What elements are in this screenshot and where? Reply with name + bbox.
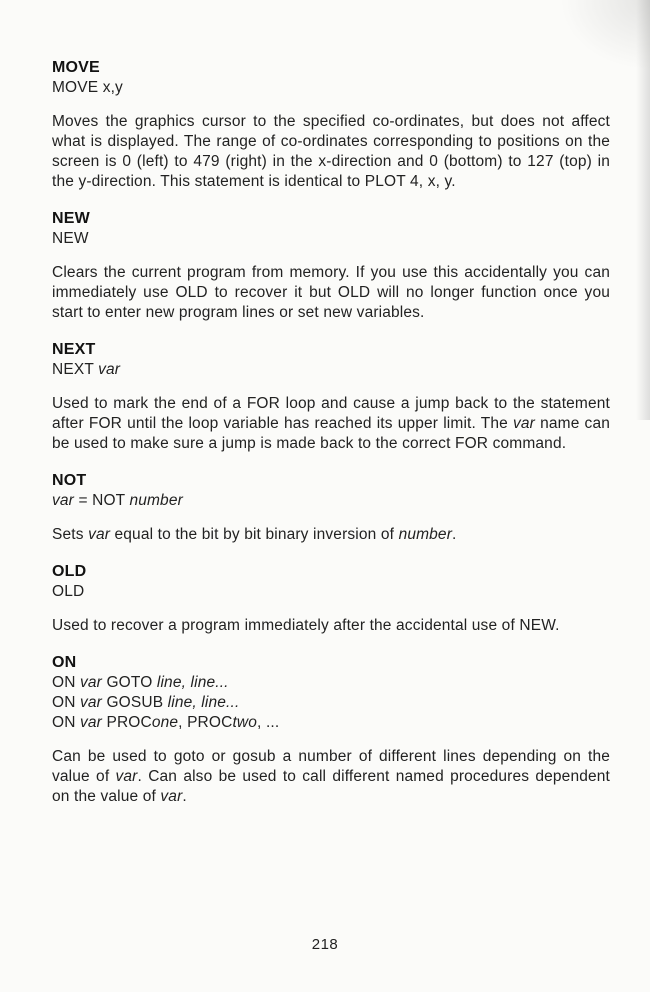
syntax-line [52,693,610,713]
italic-text-run: one [151,714,179,731]
italic-text-run: var [80,674,102,691]
text-run: Can be used to goto or gosub a number of different lines depending on the value of [52,748,610,785]
italic-text-run: two [232,714,258,731]
scan-edge-shading [636,0,650,420]
command-description [52,112,610,192]
text-run: ON [52,714,81,731]
text-run: ON [52,674,81,691]
text-run: = NOT [73,492,130,509]
command-syntax [52,491,610,511]
syntax-line [52,713,610,733]
command-heading: MOVE [52,59,100,76]
italic-text-run: number [129,492,183,509]
text-run: Moves the graphics cursor to the specified co-ordinates, but does not affect what is displayed. The range of co-ordinates corresponding to positions on the screen is 0 (left) to 479 (right) in the x-direction and 0 (bottom) to 127 (top) in the y-direction. This statement is identical to PLOT 4, x, y. [52,113,610,190]
text-run: OLD [52,583,85,600]
page-footer [0,936,650,954]
syntax-line [52,229,610,249]
italic-text-run: var [98,361,121,378]
text-run: Used to recover a program immediately after the accidental use of NEW. [52,617,560,634]
command-heading: NOT [52,472,87,489]
description-paragraph [52,525,610,545]
page-number: 218 [311,936,339,953]
italic-text-run: line, line... [167,694,240,711]
text-run: , PROC [178,714,233,731]
text-run: GOTO [102,674,157,691]
text-run: Used to mark the end of a FOR loop and cause a jump back to the statement after FOR until the loop variable has reached its upper limit. The [52,395,610,432]
syntax-line [52,78,610,98]
syntax-line [52,491,610,511]
command-section-next [52,340,610,454]
text-run: . Can also be used to call different named procedures dependent on the value of [52,768,610,805]
text-run: name can be used to make sure a jump is made back to the correct FOR command. [52,415,610,452]
italic-text-run: var [88,526,111,543]
command-section-old [52,562,610,636]
command-syntax [52,229,610,249]
text-run: ON [52,694,81,711]
command-syntax [52,582,610,602]
command-heading: OLD [52,563,87,580]
text-run: NEW [52,230,89,247]
italic-text-run: var [513,415,535,432]
command-section-move [52,58,610,192]
command-syntax [52,360,610,380]
text-run: GOSUB [102,694,168,711]
text-run: PROC [102,714,152,731]
command-syntax [52,78,610,98]
command-description [52,616,610,636]
command-section-new [52,209,610,323]
italic-text-run: number [398,526,453,543]
syntax-line [52,673,610,693]
text-run: . [452,526,457,543]
description-paragraph [52,263,610,323]
command-description [52,525,610,545]
text-run: Clears the current program from memory. If you use this accidentally you can immediately use OLD to recover it but OLD will no longer function once you start to enter new program lines or set new variables. [52,264,610,321]
italic-text-run: var [80,714,102,731]
command-description [52,263,610,323]
command-syntax [52,673,610,733]
description-paragraph [52,394,610,454]
text-run: , ... [257,714,280,731]
description-paragraph [52,747,610,807]
description-paragraph [52,112,610,192]
command-heading: NEW [52,210,90,227]
italic-text-run: var [52,492,74,509]
text-run: NEXT [52,361,99,378]
syntax-line [52,360,610,380]
text-run: Sets [52,526,89,543]
page-content [52,58,610,807]
description-paragraph [52,616,610,636]
text-run: . [182,788,187,805]
text-run: equal to the bit by bit binary inversion of [110,526,399,543]
command-section-not [52,471,610,545]
syntax-line [52,582,610,602]
italic-text-run: var [115,768,138,785]
command-description [52,394,610,454]
italic-text-run: var [80,694,102,711]
command-heading: NEXT [52,341,96,358]
italic-text-run: var [160,788,183,805]
command-heading: ON [52,654,77,671]
italic-text-run: line, line... [156,674,229,691]
command-section-on [52,653,610,807]
command-description [52,747,610,807]
text-run: MOVE x,y [52,79,123,96]
